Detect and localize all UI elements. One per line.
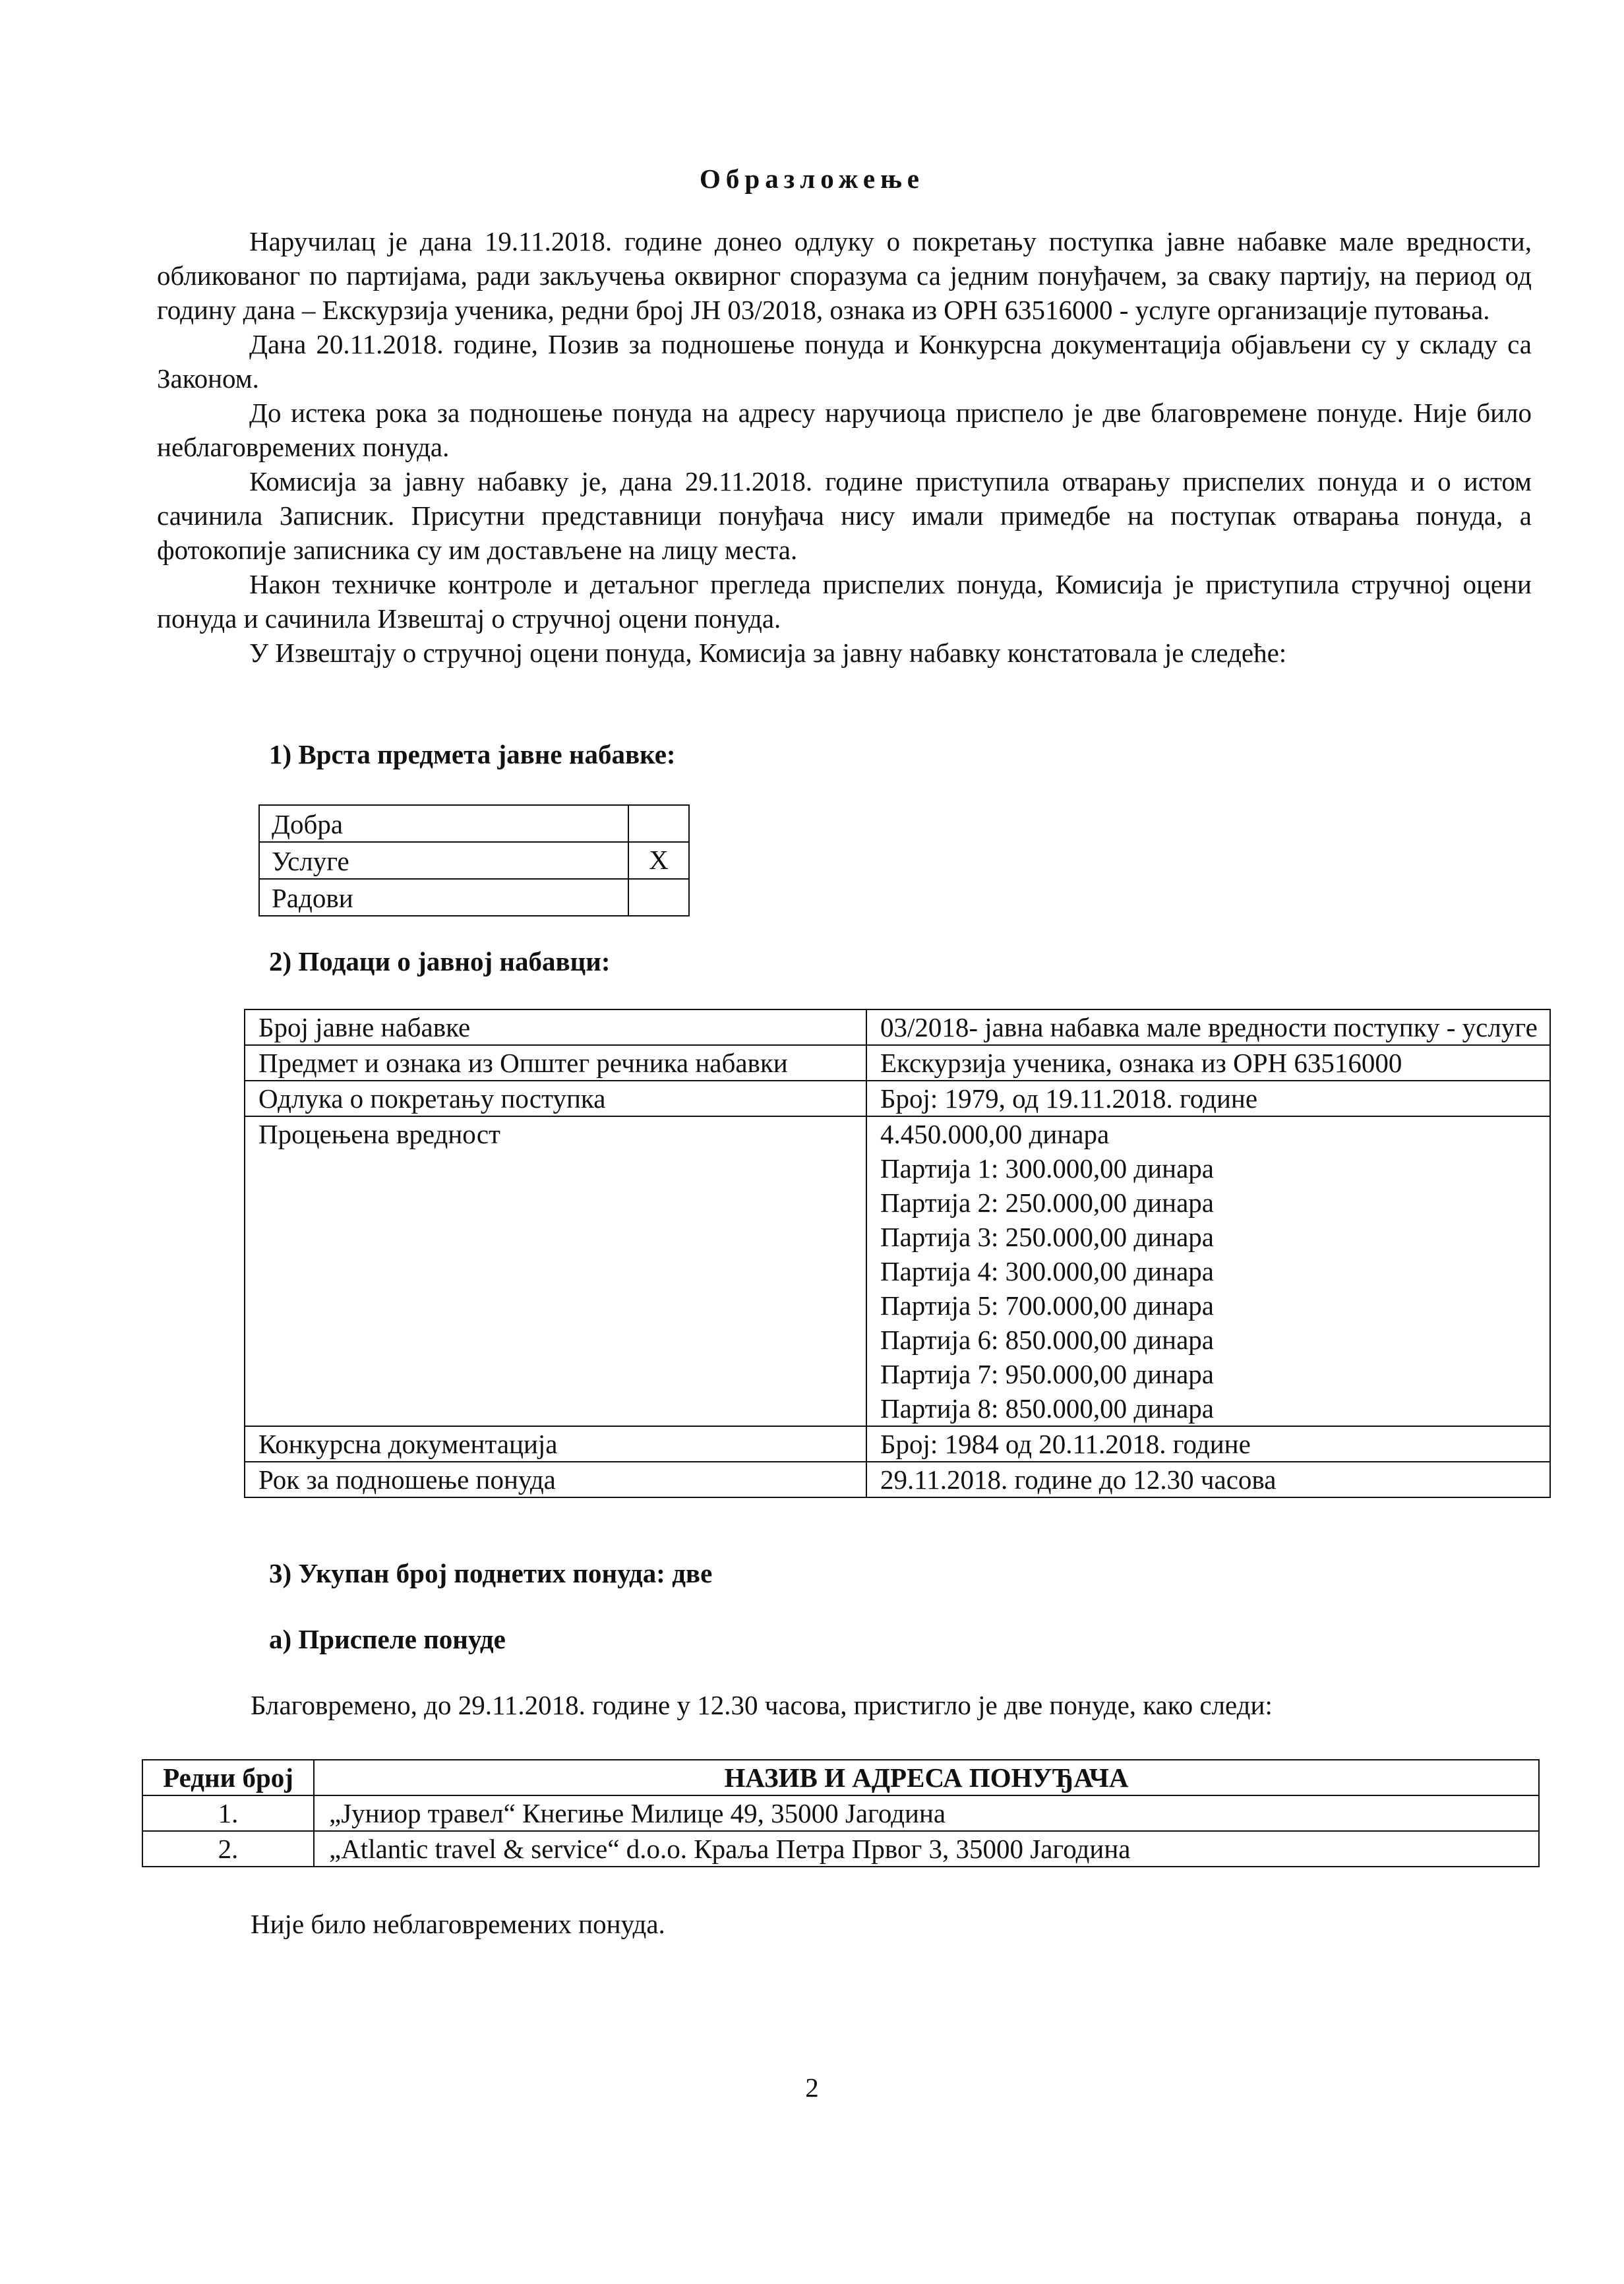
procurement-data-table — [244, 1009, 1551, 1498]
column-header-bidder: НАЗИВ И АДРЕСА ПОНУЂАЧА — [314, 1760, 1539, 1795]
data-value-line: Партија 3: 250.000,00 динара — [880, 1222, 1214, 1252]
offers-table — [142, 1759, 1540, 1867]
type-label: Услуге — [259, 842, 628, 879]
page-title: Образложење — [700, 164, 924, 194]
data-value-line: Екскурзија ученика, ознака из ОРН 63516000 — [880, 1048, 1402, 1078]
data-value-line: Партија 6: 850.000,00 динара — [880, 1325, 1214, 1355]
paragraph-findings: У Извештају о стручној оцени понуда, Комисија за јавну набавку констатовала је следеће: — [249, 638, 1287, 668]
data-value — [866, 1462, 1550, 1497]
table-row — [259, 879, 689, 916]
data-value-line: Партија 8: 850.000,00 динара — [880, 1393, 1214, 1424]
data-key: Конкурсна документација — [245, 1426, 866, 1462]
intro-text — [157, 224, 1532, 670]
procurement-type-table — [258, 804, 690, 917]
offer-bidder: „Јуниор травел“ Кнегиње Милице 49, 35000 Јагодина — [314, 1795, 1539, 1831]
data-value-line: Партија 7: 950.000,00 динара — [880, 1359, 1214, 1389]
table-row — [245, 1009, 1550, 1045]
paragraph-publication: Дана 20.11.2018. године, Позив за подношење понуда и Конкурсна документација објављени су у складу са Законом. — [157, 329, 1532, 394]
table-row — [259, 842, 689, 879]
offers-intro: Благовремено, до 29.11.2018. године у 12.30 часова, пристигло је две понуде, како следи: — [251, 1690, 1273, 1720]
section1-heading: 1) Врста предмета јавне набавке: — [269, 739, 676, 769]
data-key: Број јавне набавке — [245, 1009, 866, 1045]
data-key: Рок за подношење понуда — [245, 1462, 866, 1497]
page-number: 2 — [805, 2072, 819, 2103]
table-row — [245, 1045, 1550, 1081]
table-header-row — [142, 1760, 1539, 1795]
data-value — [866, 1081, 1550, 1116]
table-row — [245, 1081, 1550, 1116]
paragraph-decision: Наручилац је дана 19.11.2018. године донео одлуку о покретању поступка јавне набавке мале вредности, обликованог по партијама, ради закључења оквирног споразума са једним понуђачем, за сваку партију, на период од годину дана – Екскурзија ученика, редни број ЈН 03/2018, ознака из ОРН 63516000 - услуге организације путовања. — [157, 226, 1532, 325]
data-key: Одлука о покретању поступка — [245, 1081, 866, 1116]
data-value-line: Партија 1: 300.000,00 динара — [880, 1153, 1214, 1184]
data-value — [866, 1009, 1550, 1045]
type-label: Радови — [259, 879, 628, 916]
paragraph-opening: Комисија за јавну набавку је, дана 29.11.2018. године приступила отварању приспелих понуда и о истом сачинила Записник. Присутни представници понуђача нису имали примедбе на поступак отварања понуда, а фотокопије записника су им достављене на лицу места. — [157, 466, 1532, 565]
type-label: Добра — [259, 805, 628, 842]
table-row — [259, 805, 689, 842]
offer-number: 2. — [142, 1831, 314, 1867]
offer-bidder: „Atlantic travel & service“ d.o.o. Краља Петра Првог 3, 35000 Јагодина — [314, 1831, 1539, 1867]
section3-heading: 3) Укупан број поднетих понуда: две — [269, 1558, 713, 1588]
section3-subheading: а) Приспеле понуде — [269, 1624, 506, 1654]
table-row — [142, 1831, 1539, 1867]
paragraph-evaluation: Након техничке контроле и детаљног прегледа приспелих понуда, Комисија је приступила стручној оцени понуда и сачинила Извештај о стручној оцени понуда. — [157, 569, 1532, 634]
data-value — [866, 1426, 1550, 1462]
table-row — [245, 1116, 1550, 1426]
data-value-line: Партија 5: 700.000,00 динара — [880, 1290, 1214, 1321]
table-row — [142, 1795, 1539, 1831]
paragraph-received: До истека рока за подношење понуда на адресу наручиоца приспело је две благовремене понуде. Није било неблаговремених понуда. — [157, 398, 1532, 462]
section2-heading: 2) Подаци о јавној набавци: — [269, 946, 611, 977]
data-value-line: Број: 1979, од 19.11.2018. године — [880, 1083, 1258, 1114]
type-mark — [628, 805, 689, 842]
data-value-line: 4.450.000,00 динара — [880, 1119, 1110, 1149]
data-value-line: 29.11.2018. године до 12.30 часова — [880, 1464, 1277, 1495]
data-value-line: 03/2018- јавна набавка мале вредности поступку - услуге — [880, 1012, 1538, 1042]
data-value-line: Број: 1984 од 20.11.2018. године — [880, 1429, 1251, 1459]
offer-number: 1. — [142, 1795, 314, 1831]
table-row — [245, 1462, 1550, 1497]
column-header-number: Редни број — [142, 1760, 314, 1795]
type-mark: X — [628, 842, 689, 879]
data-value — [866, 1045, 1550, 1081]
data-value-line: Партија 2: 250.000,00 динара — [880, 1187, 1214, 1218]
data-value — [866, 1116, 1550, 1426]
late-offers-note: Није било неблаговремених понуда. — [251, 1909, 665, 1939]
table-row — [245, 1426, 1550, 1462]
data-value-line: Партија 4: 300.000,00 динара — [880, 1256, 1214, 1286]
type-mark — [628, 879, 689, 916]
data-key: Процењена вредност — [245, 1116, 866, 1426]
data-key: Предмет и ознака из Општег речника набавки — [245, 1045, 866, 1081]
